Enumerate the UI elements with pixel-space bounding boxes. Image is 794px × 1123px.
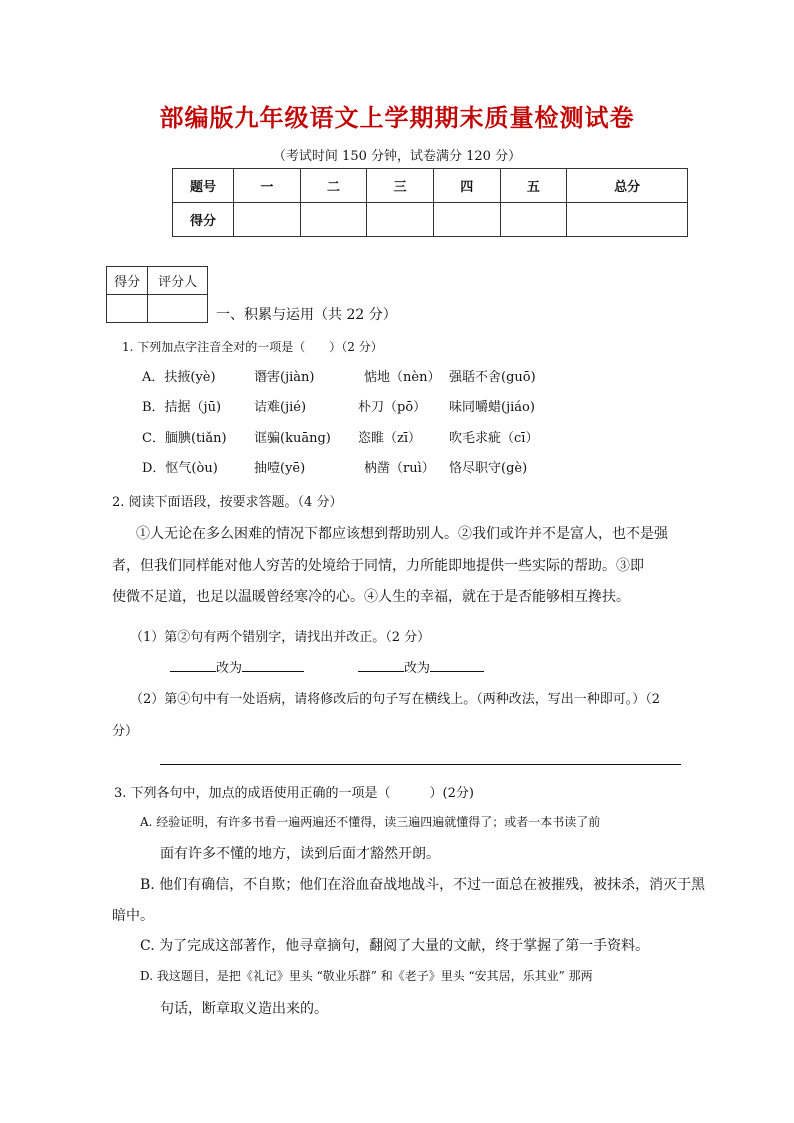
- q2-passage-line-1: ①人无论在多么困难的情况下都应该想到帮助别人。②我们或许并不是富人，也不是强: [136, 526, 668, 542]
- score-table: [172, 168, 688, 237]
- q1-option-c-4: 吹毛求疵（cī）: [449, 431, 539, 446]
- q2-sub2-prompt-cont: 分）: [112, 724, 139, 739]
- q1-option-c-3: 恣睢（zī）: [358, 431, 422, 446]
- grader-box-score-label: 得分: [107, 267, 148, 295]
- score-table-col-total: 总分: [567, 169, 688, 203]
- change-to-label: 改为: [216, 661, 243, 676]
- score-table-label-score: 得分: [173, 203, 234, 237]
- exam-title: 部编版九年级语文上学期期末质量检测试卷: [159, 103, 635, 132]
- grader-box-score-cell[interactable]: [107, 295, 148, 323]
- grader-box-grader-cell[interactable]: [148, 295, 208, 323]
- answer-blank[interactable]: [430, 670, 484, 672]
- score-cell[interactable]: [367, 203, 434, 237]
- score-cell[interactable]: [500, 203, 567, 237]
- score-cell[interactable]: [234, 203, 301, 237]
- score-table-col-5: 五: [500, 169, 567, 203]
- q2-stem: 2. 阅读下面语段，按要求答题。（4 分）: [112, 495, 343, 510]
- exam-subtitle: （考试时间 150 分钟，试卷满分 120 分）: [272, 149, 522, 164]
- score-table-score-row: [173, 203, 688, 237]
- score-table-col-1: 一: [234, 169, 301, 203]
- q2-correction-1: [170, 657, 304, 676]
- q2-answer-line[interactable]: [160, 764, 681, 765]
- score-table-col-2: 二: [300, 169, 367, 203]
- q3-option-b-line-2: 暗中。: [112, 908, 154, 924]
- q3-option-d-line-1: D. 我这题目，是把《礼记》里头 “敬业乐群” 和《老子》里头 “安其居，乐其业” 那两: [140, 969, 593, 983]
- answer-blank[interactable]: [242, 670, 304, 672]
- q2-passage-line-3: 使微不足道，也足以温暖曾经寒冷的心。④人生的幸福，就在于是否能够相互搀扶。: [112, 589, 630, 605]
- q2-sub2-prompt: （2）第④句中有一处语病，请将修改后的句子写在横线上。（两种改法，写出一种即可。）（2: [130, 692, 661, 707]
- grader-box: [106, 266, 208, 323]
- q1-option-b-2: 诘难(jié): [254, 400, 307, 415]
- section-1-heading: 一、积累与运用（共 22 分）: [216, 307, 397, 323]
- q1-option-a-2: 谮害(jiàn): [254, 370, 315, 385]
- q3-option-a-line-2: 面有许多不懂的地方，读到后面才豁然开朗。: [160, 846, 440, 862]
- q1-option-d-2: 抽噎(yē): [254, 461, 306, 476]
- score-cell[interactable]: [433, 203, 500, 237]
- q3-option-c: C. 为了完成这部著作，他寻章摘句，翻阅了大量的文献，终于掌握了第一手资料。: [140, 938, 650, 954]
- q2-passage-line-2: 者，但我们同样能对他人穷苦的处境给于同情，力所能即地提供一些实际的帮助。③即: [112, 558, 644, 574]
- q2-sub1-prompt: （1）第②句有两个错别字，请找出并改正。（2 分）: [130, 630, 431, 645]
- q3-option-d-line-2: 句话，断章取义造出来的。: [160, 1001, 328, 1017]
- score-table-col-4: 四: [433, 169, 500, 203]
- q1-option-b-3: 朴刀（pō）: [358, 400, 427, 415]
- change-to-label: 改为: [404, 661, 431, 676]
- score-table-col-3: 三: [367, 169, 434, 203]
- score-table-label-number: 题号: [173, 169, 234, 203]
- q3-option-b-line-1: B. 他们有确信，不自欺；他们在浴血奋战地战斗，不过一面总在被摧残，被抹杀，消灭于黑: [140, 877, 706, 893]
- q1-option-d-4: 恪尽职守(gè): [449, 461, 528, 476]
- q1-option-c-2: 诓骗(kuāng): [254, 431, 331, 446]
- q3-option-a-line-1: A. 经验证明，有许多书看一遍两遍还不懂得，读三遍四遍就懂得了；或者一本书读了前: [140, 815, 601, 829]
- q1-option-a-1: A．扶掖(yè): [142, 370, 216, 385]
- q1-stem: 1. 下列加点字注音全对的一项是（ ）（2 分）: [122, 340, 383, 354]
- q1-option-d-1: D．怄气(òu): [142, 461, 218, 476]
- score-table-header-row: [173, 169, 688, 203]
- q1-option-c-1: C．腼腆(tiǎn): [142, 431, 227, 446]
- q1-option-b-1: B．拮据（jū): [142, 400, 222, 415]
- q2-correction-2: [358, 657, 484, 676]
- q1-option-a-4: 强聒不舍(guō): [449, 370, 536, 385]
- answer-blank[interactable]: [358, 670, 404, 672]
- q1-option-a-3: 惦地（nèn）: [364, 370, 441, 385]
- score-cell[interactable]: [567, 203, 688, 237]
- q1-option-d-3: 枘凿（ruì）: [364, 461, 435, 476]
- score-cell[interactable]: [300, 203, 367, 237]
- answer-blank[interactable]: [170, 670, 216, 672]
- grader-box-grader-label: 评分人: [148, 267, 208, 295]
- q1-option-b-4: 味同嚼蜡(jiáo): [449, 400, 535, 415]
- q3-stem: 3. 下列各句中，加点的成语使用正确的一项是（ ）(2分): [114, 786, 474, 801]
